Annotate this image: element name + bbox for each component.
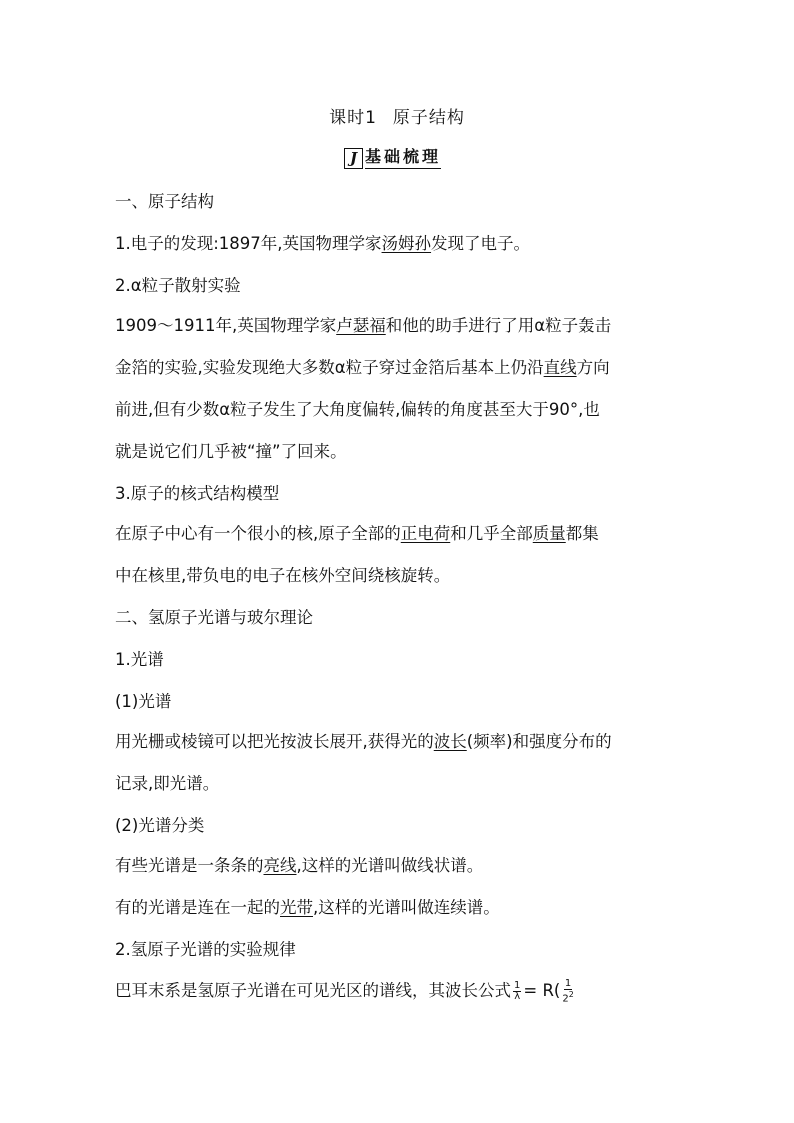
paragraph-line: 有些光谱是一条条的亮线,这样的光谱叫做线状谱。 (115, 856, 484, 875)
paragraph-line: 用光栅或棱镜可以把光按波长展开,获得光的波长(频率)和强度分布的 (115, 732, 612, 751)
heading-atomic-structure: 一、原子结构 (115, 192, 214, 211)
paragraph-line: 就是说它们几乎被“撞”了回来。 (115, 442, 347, 461)
heading-spectrum: 1.光谱 (115, 650, 164, 669)
subheading-classification: (2)光谱分类 (115, 816, 205, 835)
fraction-1-over-2-squared: $\frac{1}{2^2}$ (562, 978, 574, 1005)
lesson-number: 课时1 (329, 108, 377, 128)
paragraph-line: 1909～1911年,英国物理学家卢瑟福和他的助手进行了用α粒子轰击 (115, 316, 612, 335)
heading-alpha-scattering: 2.α粒子散射实验 (115, 276, 241, 295)
heading-nuclear-model: 3.原子的核式结构模型 (115, 484, 280, 503)
page-title (0, 103, 794, 128)
paragraph-line: 中在核里,带负电的电子在核外空间绕核旋转。 (115, 566, 451, 585)
paragraph-line: 在原子中心有一个很小的核,原子全部的正电荷和几乎全部质量都集 (115, 524, 599, 543)
lesson-name: 原子结构 (392, 108, 465, 128)
balmer-formula-line: 巴耳末系是氢原子光谱在可见光区的谱线，其波长公式 $\frac{1}{\lambda}$ = R( $\frac{1}{2^2}$ (115, 978, 574, 1005)
heading-hydrogen-spectrum: 二、氢原子光谱与玻尔理论 (115, 608, 313, 627)
badge-label: 基础梳理 (365, 147, 441, 169)
badge-letter-icon: J (344, 148, 363, 169)
heading-experimental-law: 2.氢原子光谱的实验规律 (115, 940, 296, 959)
section-badge (344, 145, 441, 171)
paragraph-line: 记录,即光谱。 (115, 774, 220, 793)
paragraph-line: 金箔的实验,实验发现绝大多数α粒子穿过金箔后基本上仍沿直线方向 (115, 358, 610, 377)
paragraph-line: 有的光谱是连在一起的光带,这样的光谱叫做连续谱。 (115, 898, 500, 917)
electron-discovery: 1.电子的发现:1897年,英国物理学家汤姆孙发现了电子。 (115, 234, 531, 253)
subheading-spectrum: (1)光谱 (115, 692, 172, 711)
fraction-1-over-lambda: $\frac{1}{\lambda}$ (514, 980, 521, 1003)
paragraph-line: 前进,但有少数α粒子发生了大角度偏转,偏转的角度甚至大于90°,也 (115, 400, 600, 419)
